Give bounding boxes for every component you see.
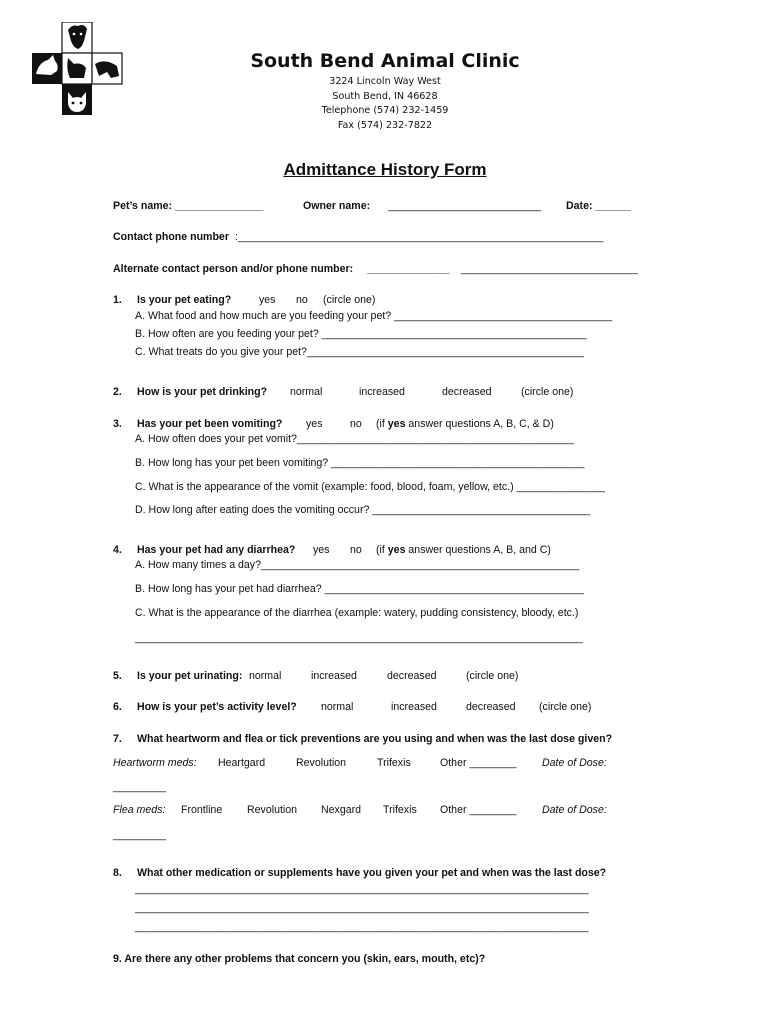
flea-date-field[interactable]: _________	[113, 829, 167, 841]
q3b-field[interactable]: B. How long has your pet been vomiting? ___________________________________________	[135, 457, 585, 469]
alt-contact-label: Alternate contact person and/or phone number:	[113, 263, 354, 275]
revolution-hw-option[interactable]: Revolution	[296, 757, 347, 769]
q6-number: 6.	[113, 701, 122, 713]
hw-date-field[interactable]: _________	[113, 781, 167, 793]
contact-phone-label: Contact phone number	[113, 231, 229, 243]
flea-other-field[interactable]: Other ________	[440, 804, 517, 816]
q4c-label: C. What is the appearance of the diarrhea (example: watery, pudding consistency, bloody, etc.)	[135, 607, 579, 619]
trifexis-hw-option[interactable]: Trifexis	[377, 757, 411, 769]
q6-increased-option[interactable]: increased	[391, 701, 437, 713]
q6-label: How is your pet’s activity level?	[137, 701, 297, 713]
q5-number: 5.	[113, 670, 122, 682]
q4-yes-option[interactable]: yes	[313, 544, 330, 556]
date-field[interactable]: Date: ______	[566, 200, 631, 212]
q6-circle-note: (circle one)	[539, 701, 592, 713]
q4c-field[interactable]: ____________________________________________________________________________	[135, 632, 583, 644]
q7-number: 7.	[113, 733, 122, 745]
q6-decreased-option[interactable]: decreased	[466, 701, 516, 713]
hw-date-of-dose-label: Date of Dose:	[542, 757, 607, 769]
q1-circle-note: (circle one)	[323, 294, 376, 306]
q3c-field[interactable]: C. What is the appearance of the vomit (example: food, blood, foam, yellow, etc.) _______________	[135, 481, 605, 493]
q2-decreased-option[interactable]: decreased	[442, 386, 492, 398]
q3-number: 3.	[113, 418, 122, 430]
q3-yes-option[interactable]: yes	[306, 418, 323, 430]
q4-label: Has your pet had any diarrhea?	[137, 544, 296, 556]
telephone: Telephone (574) 232-1459	[321, 105, 449, 116]
q3d-field[interactable]: D. How long after eating does the vomiting occur? _____________________________________	[135, 504, 591, 516]
q8-number: 8.	[113, 867, 122, 879]
q2-number: 2.	[113, 386, 122, 398]
alt-contact-field[interactable]: ______________	[367, 263, 450, 275]
q5-decreased-option[interactable]: decreased	[387, 670, 437, 682]
q4-number: 4.	[113, 544, 122, 556]
owner-name-field[interactable]: __________________________	[388, 200, 542, 212]
hw-other-field[interactable]: Other ________	[440, 757, 517, 769]
trifexis-flea-option[interactable]: Trifexis	[383, 804, 417, 816]
heartgard-option[interactable]: Heartgard	[218, 757, 266, 769]
q4b-field[interactable]: B. How long has your pet had diarrhea? ____________________________________________	[135, 583, 584, 595]
q1a-field[interactable]: A. What food and how much are you feeding your pet? _____________________________________	[135, 310, 613, 322]
q2-normal-option[interactable]: normal	[290, 386, 323, 398]
q5-circle-note: (circle one)	[466, 670, 519, 682]
q2-circle-note: (circle one)	[521, 386, 574, 398]
q1-yes-option[interactable]: yes	[259, 294, 276, 306]
q5-normal-option[interactable]: normal	[249, 670, 282, 682]
q4-instruction: (if yes answer questions A, B, and C)	[376, 544, 551, 556]
q2-label: How is your pet drinking?	[137, 386, 268, 398]
form-title: Admittance History Form	[283, 160, 487, 179]
q3-instruction: (if yes answer questions A, B, C, & D)	[376, 418, 554, 430]
flea-meds-label: Flea meds:	[113, 804, 166, 816]
owner-name-label: Owner name:	[303, 200, 371, 212]
q1-number: 1.	[113, 294, 122, 306]
q1b-field[interactable]: B. How often are you feeding your pet? _____________________________________________	[135, 328, 587, 340]
q3a-field[interactable]: A. How often does your pet vomit?_______________________________________________	[135, 433, 574, 445]
q7-label: What heartworm and flea or tick preventions are you using and when was the last dose given?	[137, 733, 613, 745]
q5-label: Is your pet urinating:	[137, 670, 243, 682]
q2-increased-option[interactable]: increased	[359, 386, 405, 398]
q1c-field[interactable]: C. What treats do you give your pet?_______________________________________________	[135, 346, 584, 358]
flea-date-of-dose-label: Date of Dose:	[542, 804, 607, 816]
q8-line-1[interactable]: _____________________________________________________________________________	[135, 883, 589, 895]
q4a-field[interactable]: A. How many times a day?______________________________________________________	[135, 559, 580, 571]
revolution-flea-option[interactable]: Revolution	[247, 804, 298, 816]
q3-no-option[interactable]: no	[350, 418, 362, 430]
clinic-name: South Bend Animal Clinic	[250, 50, 520, 72]
q1-no-option[interactable]: no	[296, 294, 308, 306]
q4-no-option[interactable]: no	[350, 544, 362, 556]
alt-contact-field-2[interactable]: ______________________________	[461, 263, 638, 275]
contact-phone-field[interactable]: :______________________________________________________________	[235, 231, 604, 243]
q5-increased-option[interactable]: increased	[311, 670, 357, 682]
q1-label: Is your pet eating?	[137, 294, 232, 306]
frontline-option[interactable]: Frontline	[181, 804, 223, 816]
q8-label: What other medication or supplements have you given your pet and when was the last dose?	[137, 867, 607, 879]
address-line-2: South Bend, IN 46628	[332, 91, 438, 102]
q8-line-3[interactable]: _____________________________________________________________________________	[135, 921, 589, 933]
nexgard-option[interactable]: Nexgard	[321, 804, 362, 816]
fax: Fax (574) 232-7822	[337, 120, 433, 131]
q6-normal-option[interactable]: normal	[321, 701, 354, 713]
address-line-1: 3224 Lincoln Way West	[329, 76, 441, 87]
pet-name-field[interactable]: Pet’s name: _______________	[113, 200, 264, 212]
q9-label: 9. Are there any other problems that concern you (skin, ears, mouth, etc)?	[113, 953, 486, 965]
heartworm-meds-label: Heartworm meds:	[113, 757, 197, 769]
q3-label: Has your pet been vomiting?	[137, 418, 283, 430]
q8-line-2[interactable]: _____________________________________________________________________________	[135, 902, 589, 914]
